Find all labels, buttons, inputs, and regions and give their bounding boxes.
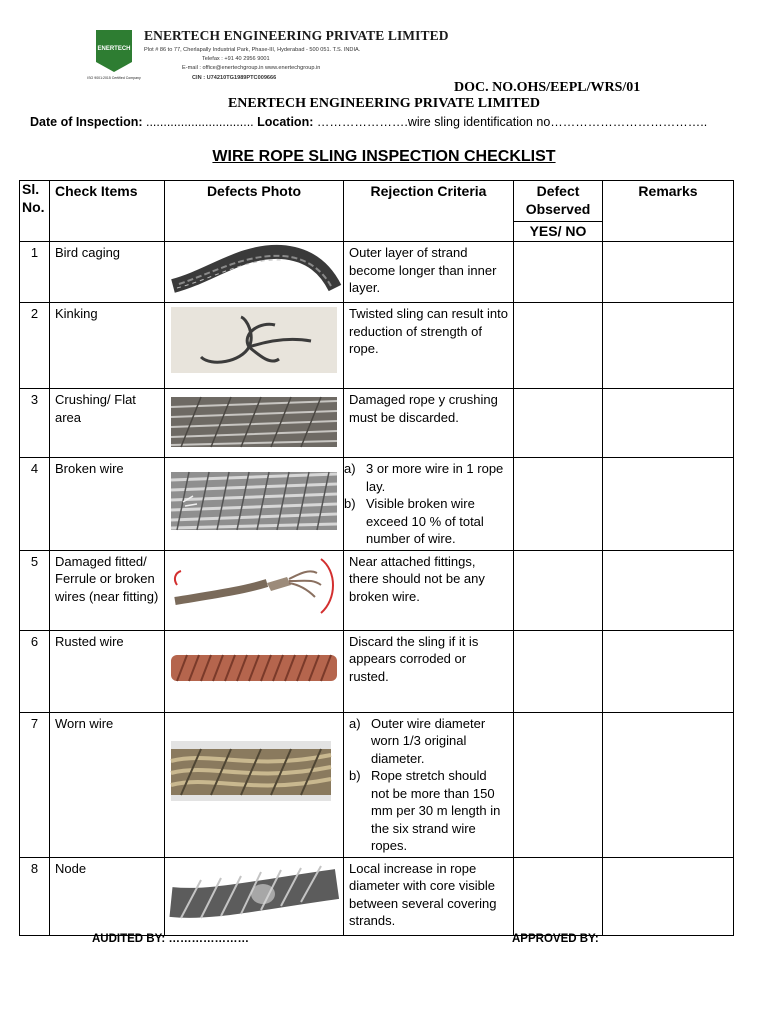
rejection-criteria: Near attached fittings, there should not be any broken wire. <box>344 550 514 630</box>
rejection-criteria: Twisted sling can result into reduction of strength of rope. <box>344 303 514 389</box>
rejection-criteria: Local increase in rope diameter with core visible between several covering strands. <box>344 857 514 935</box>
remarks-cell[interactable] <box>603 630 734 712</box>
company-title: ENERTECH ENGINEERING PRIVATE LIMITED <box>227 96 541 111</box>
check-item: Worn wire <box>50 712 165 857</box>
header-yes-no: YES/ NO <box>514 222 603 242</box>
letterhead <box>87 24 449 90</box>
defect-photo-cell <box>165 712 344 857</box>
defect-photo-cell <box>165 303 344 389</box>
check-item: Node <box>50 857 165 935</box>
sling-id-field: wire sling identification no……………………………….. <box>407 115 708 129</box>
header-rejection-criteria: Rejection Criteria <box>344 181 514 242</box>
criteria-item: b) Visible broken wire exceed 10 % of total number of wire. <box>344 496 484 546</box>
checklist-table <box>19 180 734 936</box>
remarks-cell[interactable] <box>603 458 734 551</box>
approved-by: APPROVED BY: <box>512 933 599 945</box>
date-label: Date of Inspection: <box>30 115 143 129</box>
defect-photo-cell <box>165 242 344 303</box>
header-sl-no: Sl. No. <box>20 181 50 242</box>
defect-observed-cell[interactable] <box>514 389 603 458</box>
table-row <box>20 242 734 303</box>
criteria-item: b) Rope stretch should not be more than 150 mm per 30 m length in the six strand wire ropes. <box>349 768 501 853</box>
remarks-cell[interactable] <box>603 303 734 389</box>
rejection-criteria <box>344 712 514 857</box>
date-field: ............................... <box>142 115 258 129</box>
node-photo <box>171 862 337 922</box>
header-remarks: Remarks <box>603 181 734 242</box>
defect-observed-cell[interactable] <box>514 458 603 551</box>
remarks-cell[interactable] <box>603 550 734 630</box>
location-label: Location: <box>257 115 314 129</box>
check-item: Bird caging <box>50 242 165 303</box>
letterhead-cin: CIN : U74210TG1989PTC009666 <box>192 75 277 81</box>
letterhead-address: Plot # 86 to 77, Cherlapally Industrial Park, Phase-III, Hyderabad - 500 051. T.S. INDIA. <box>144 47 361 53</box>
rejection-criteria: Discard the sling if it is appears corroded or rusted. <box>344 630 514 712</box>
check-item: Damaged fitted/ Ferrule or broken wires (near fitting) <box>50 550 165 630</box>
audited-by: AUDITED BY: ………………… <box>92 933 249 945</box>
header-defects-photo: Defects Photo <box>165 181 344 242</box>
row-number: 1 <box>20 242 50 303</box>
table-row <box>20 303 734 389</box>
row-number: 4 <box>20 458 50 551</box>
rejection-criteria: Outer layer of strand become longer than inner layer. <box>344 242 514 303</box>
check-item: Kinking <box>50 303 165 389</box>
header-defect-observed: Defect Observed <box>514 181 603 222</box>
kinking-photo <box>171 307 337 373</box>
rejection-criteria: Damaged rope y crushing must be discarded. <box>344 389 514 458</box>
row-number: 8 <box>20 857 50 935</box>
row-number: 7 <box>20 712 50 857</box>
header-check-items: Check Items <box>50 181 165 242</box>
defect-observed-cell[interactable] <box>514 857 603 935</box>
criteria-list <box>349 715 508 855</box>
damaged-ferrule-photo <box>171 555 337 619</box>
bird-caging-photo <box>171 246 337 294</box>
defect-photo-cell <box>165 857 344 935</box>
broken-wire-photo <box>171 472 337 530</box>
table-row <box>20 550 734 630</box>
criteria-item: a) 3 or more wire in 1 rope lay. <box>344 461 504 494</box>
crushing-photo <box>171 393 337 451</box>
header-row <box>20 181 734 222</box>
svg-text:ISO 9001:2015 Certified Compan: ISO 9001:2015 Certified Company <box>87 76 141 80</box>
letterhead-company-name: ENERTECH ENGINEERING PRIVATE LIMITED <box>144 28 449 43</box>
row-number: 6 <box>20 630 50 712</box>
row-number: 5 <box>20 550 50 630</box>
check-item: Rusted wire <box>50 630 165 712</box>
remarks-cell[interactable] <box>603 857 734 935</box>
svg-text:ENERTECH: ENERTECH <box>97 46 131 52</box>
check-item: Crushing/ Flat area <box>50 389 165 458</box>
remarks-cell[interactable] <box>603 242 734 303</box>
defect-observed-cell[interactable] <box>514 303 603 389</box>
worn-wire-photo <box>171 741 331 801</box>
inspection-meta <box>30 115 707 129</box>
row-number: 2 <box>20 303 50 389</box>
criteria-item: a) Outer wire diameter worn 1/3 original diameter. <box>349 715 486 766</box>
checklist-title: WIRE ROPE SLING INSPECTION CHECKLIST <box>212 148 556 165</box>
check-item: Broken wire <box>50 458 165 551</box>
criteria-list <box>344 460 508 548</box>
rejection-criteria <box>344 458 514 551</box>
table-row <box>20 630 734 712</box>
document-number: DOC. NO.OHS/EEPL/WRS/01 <box>454 80 641 95</box>
row-number: 3 <box>20 389 50 458</box>
letterhead-telefax: Telefax : +91 40 2956 9001 <box>202 56 270 62</box>
defect-observed-cell[interactable] <box>514 550 603 630</box>
remarks-cell[interactable] <box>603 712 734 857</box>
defect-photo-cell <box>165 630 344 712</box>
defect-photo-cell <box>165 458 344 551</box>
location-field: …………………. <box>313 115 408 129</box>
remarks-cell[interactable] <box>603 389 734 458</box>
defect-photo-cell <box>165 550 344 630</box>
defect-observed-cell[interactable] <box>514 242 603 303</box>
defect-photo-cell <box>165 389 344 458</box>
defect-observed-cell[interactable] <box>514 712 603 857</box>
table-row <box>20 712 734 857</box>
table-row <box>20 458 734 551</box>
rusted-wire-photo <box>171 653 337 683</box>
defect-observed-cell[interactable] <box>514 630 603 712</box>
letterhead-email: E-mail : office@enertechgroup.in www.enertechgroup.in <box>182 65 321 71</box>
table-row <box>20 389 734 458</box>
company-logo-icon <box>87 28 141 82</box>
table-row <box>20 857 734 935</box>
